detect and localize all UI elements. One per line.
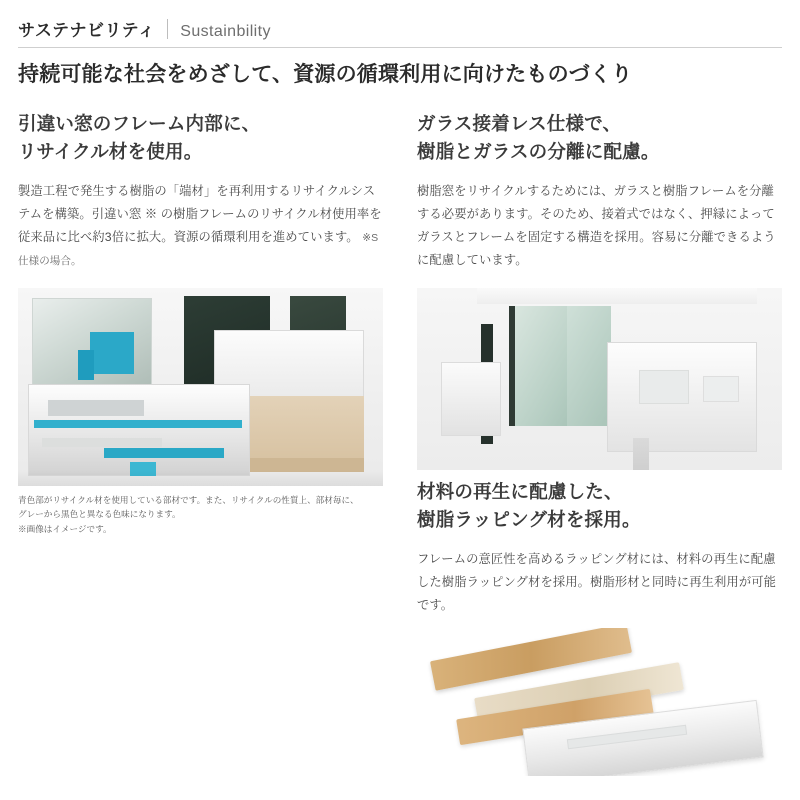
heading-line: ガラス接着レス仕様で、 (417, 113, 622, 134)
frame-stem (633, 438, 649, 470)
section-body-recycled-material (18, 180, 383, 271)
recycled-part-highlight-strip (34, 420, 242, 428)
heading-line: 樹脂とガラスの分離に配慮。 (417, 141, 660, 163)
page-title: 持続可能な社会をめざして、資源の循環利用に向けたものづくり (18, 63, 633, 86)
caption-line: 青色部がリサイクル材を使用している部材です。また、リサイクルの性質上、部材毎に、 (18, 494, 359, 505)
photo-bottom-shadow (18, 470, 383, 486)
header-rule (18, 47, 782, 48)
frame-cavity-b (42, 438, 162, 447)
page-header (0, 10, 800, 41)
left-column (18, 110, 383, 776)
content-columns (0, 110, 800, 776)
recycled-part-highlight-a (90, 332, 134, 374)
header-title-en: Sustainbility (180, 23, 271, 40)
frame-top-bar (477, 288, 757, 304)
photo-caption-recycled-material (18, 493, 383, 537)
frame-cavity-a (48, 400, 144, 416)
resin-wrapping-boards-photo (417, 628, 782, 776)
heading-line: リサイクル材を使用。 (18, 141, 203, 163)
glazing-bead-section-photo (417, 288, 782, 470)
wood-sill (250, 396, 364, 458)
header-title-jp: サステナビリティ (18, 21, 156, 40)
frame-cavity-b (703, 376, 739, 402)
heading-line: 樹脂ラッピング材を採用。 (417, 508, 641, 530)
section-heading-resin-wrapping (417, 478, 782, 534)
heading-line: 引違い窓のフレーム内部に、 (18, 113, 261, 134)
header-divider (167, 19, 168, 39)
spacer (417, 470, 782, 478)
body-text: 製造工程で発生する樹脂の「端材」を再利用するリサイクルシステムを構築。引違い窓 ※ の樹脂フレームのリサイクル材使用率を従来品に比べ約3倍に拡大。資源の循環利用を進めています。 (18, 184, 382, 244)
heading-line: 材料の再生に配慮した、 (417, 480, 623, 502)
section-heading-recycled-material (18, 110, 383, 166)
recycled-part-highlight-b (78, 350, 94, 380)
glazing-bead (441, 362, 501, 436)
frame-cavity-a (639, 370, 689, 404)
body-note: ※S仕様の場合。 (18, 231, 379, 267)
caption-line: ※画像はイメージです。 (18, 523, 112, 534)
section-heading-glass-adhesive-free (417, 110, 782, 166)
glass-unit-inner (567, 306, 611, 426)
window-frame-cross-section-photo (18, 288, 383, 486)
section-body-resin-wrapping: フレームの意匠性を高めるラッピング材には、材料の再生に配慮した樹脂ラッピング材を採用。樹脂形材と同時に再生利用が可能です。 (417, 551, 777, 612)
right-column (417, 110, 782, 776)
caption-line: グレーから黒色と異なる色味になります。 (18, 509, 181, 520)
recycled-part-highlight-bottom (104, 448, 224, 458)
section-body-glass-adhesive-free: 樹脂窓をリサイクルするためには、ガラスと樹脂フレームを分離する必要があります。そのため、接着式ではなく、押縁によってガラスとフレームを固定する構造を採用。容易に分離できるように配慮しています。 (417, 184, 776, 267)
